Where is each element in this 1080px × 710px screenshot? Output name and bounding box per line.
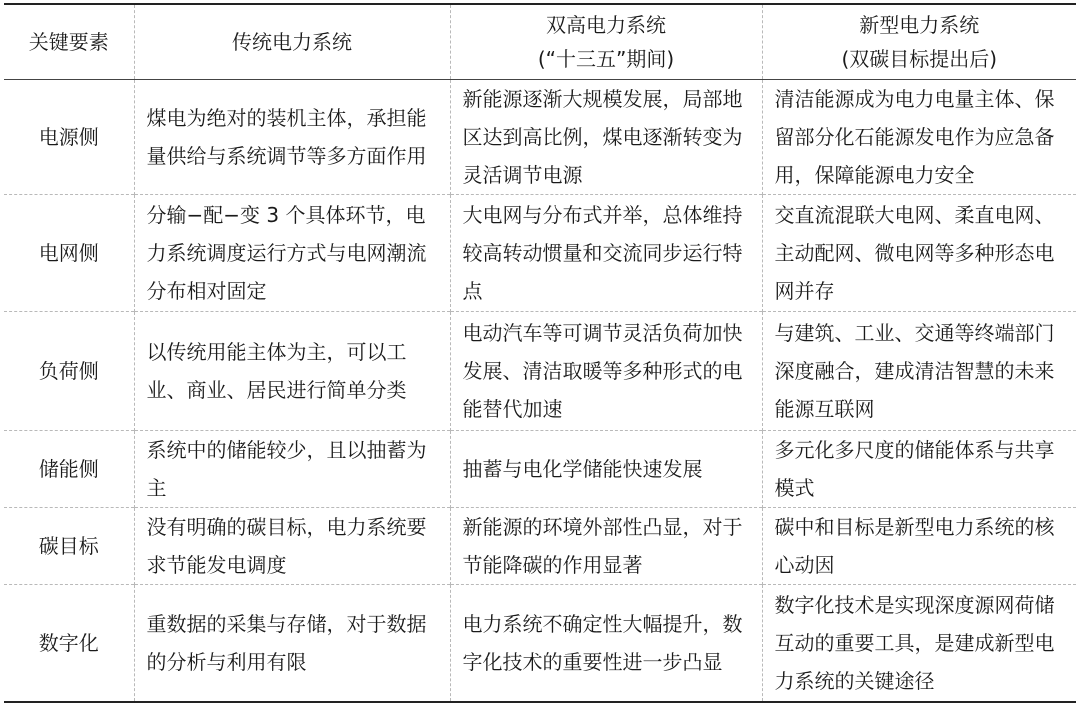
table-row-power-source [4, 80, 1076, 195]
table-row-storage [4, 431, 1076, 508]
table-header [4, 4, 1076, 80]
row-key-cell: 负荷侧 [4, 312, 134, 431]
cell-double-high: 抽蓄与电化学储能快速发展 [450, 431, 762, 508]
table-row-carbon-target [4, 508, 1076, 585]
cell-new-type: 交直流混联大电网、柔直电网、主动配网、微电网等多种形态电网并存 [762, 195, 1076, 312]
power-system-comparison-table [4, 3, 1076, 703]
cell-new-type: 数字化技术是实现深度源网荷储互动的重要工具，是建成新型电力系统的关键途径 [762, 585, 1076, 703]
table-body [4, 80, 1076, 703]
row-key-cell: 数字化 [4, 585, 134, 703]
cell-double-high: 新能源的环境外部性凸显，对于节能降碳的作用显著 [450, 508, 762, 585]
cell-traditional: 重数据的采集与存储，对于数据的分析与利用有限 [134, 585, 450, 703]
row-key-cell: 碳目标 [4, 508, 134, 585]
header-double-high-system [450, 4, 762, 80]
row-key-cell: 储能侧 [4, 431, 134, 508]
cell-traditional: 分输−配−变 3 个具体环节，电力系统调度运行方式与电网潮流分布相对固定 [134, 195, 450, 312]
cell-traditional: 以传统用能主体为主，可以工业、商业、居民进行简单分类 [134, 312, 450, 431]
header-double-high-title: 双高电力系统 [546, 13, 666, 37]
header-new-type-system [762, 4, 1076, 80]
comparison-table-container [4, 3, 1076, 703]
header-double-high-period: (“十三五”期间) [537, 47, 675, 71]
table-row-grid [4, 195, 1076, 312]
cell-new-type: 与建筑、工业、交通等终端部门深度融合，建成清洁智慧的未来能源互联网 [762, 312, 1076, 431]
cell-double-high: 新能源逐渐大规模发展，局部地区达到高比例，煤电逐渐转变为灵活调节电源 [450, 80, 762, 195]
cell-traditional: 没有明确的碳目标，电力系统要求节能发电调度 [134, 508, 450, 585]
table-row-digitalization [4, 585, 1076, 703]
table-row-load [4, 312, 1076, 431]
cell-double-high: 大电网与分布式并举，总体维持较高转动惯量和交流同步运行特点 [450, 195, 762, 312]
cell-new-type: 多元化多尺度的储能体系与共享模式 [762, 431, 1076, 508]
header-new-type-title: 新型电力系统 [859, 13, 980, 37]
cell-new-type: 碳中和目标是新型电力系统的核心动因 [762, 508, 1076, 585]
header-key-element: 关键要素 [4, 4, 134, 80]
row-key-cell: 电网侧 [4, 195, 134, 312]
header-new-type-period: (双碳目标提出后) [841, 47, 998, 71]
cell-new-type: 清洁能源成为电力电量主体、保留部分化石能源发电作为应急备用，保障能源电力安全 [762, 80, 1076, 195]
cell-traditional: 煤电为绝对的装机主体，承担能量供给与系统调节等多方面作用 [134, 80, 450, 195]
cell-traditional: 系统中的储能较少，且以抽蓄为主 [134, 431, 450, 508]
header-traditional-system: 传统电力系统 [134, 4, 450, 80]
cell-double-high: 电力系统不确定性大幅提升，数字化技术的重要性进一步凸显 [450, 585, 762, 703]
header-row [4, 4, 1076, 80]
row-key-cell: 电源侧 [38, 125, 99, 149]
cell-double-high: 电动汽车等可调节灵活负荷加快发展、清洁取暖等多种形式的电能替代加速 [450, 312, 762, 431]
